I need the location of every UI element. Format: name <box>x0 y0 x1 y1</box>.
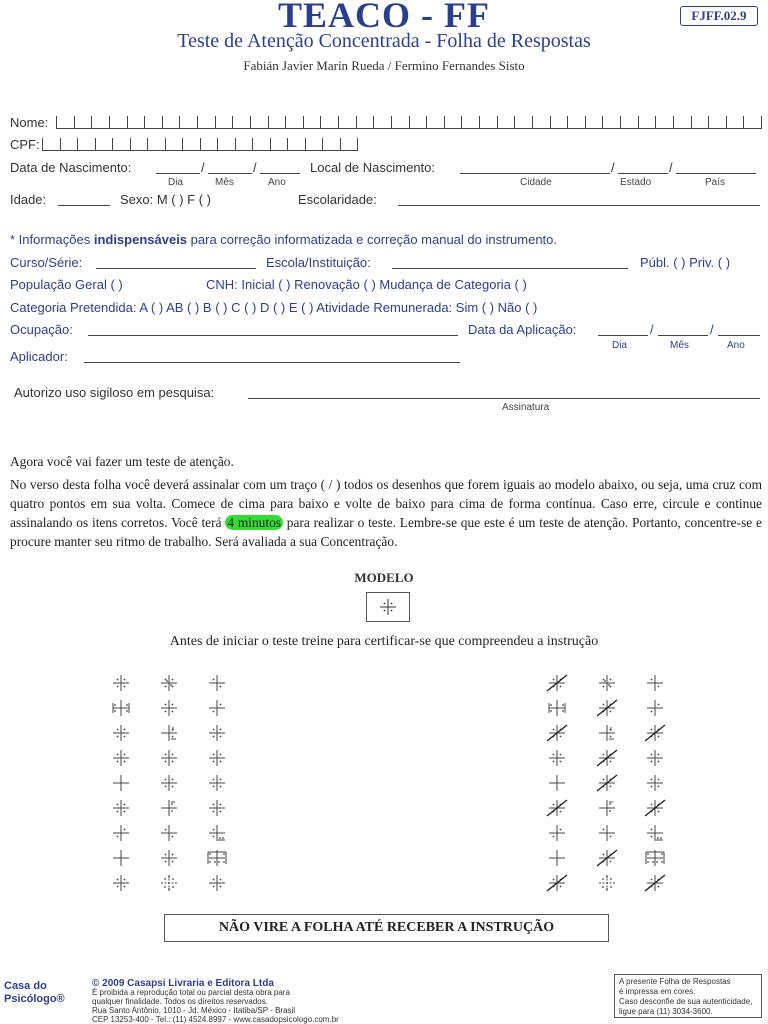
cnh-options[interactable]: CNH: Inicial ( ) Renovação ( ) Mudança de Categoria ( ) <box>206 277 527 292</box>
training-symbol-icon[interactable] <box>644 872 666 894</box>
slash: / <box>253 160 257 175</box>
char-box[interactable] <box>235 138 253 150</box>
char-box[interactable] <box>673 116 691 128</box>
training-symbol-icon[interactable] <box>110 872 132 894</box>
char-box[interactable] <box>109 116 127 128</box>
training-symbol-icon[interactable] <box>158 822 180 844</box>
info-required-note <box>10 232 557 247</box>
training-symbol-icon[interactable] <box>206 747 228 769</box>
char-box[interactable] <box>130 138 148 150</box>
idade-field[interactable] <box>58 205 110 206</box>
training-symbol-icon[interactable] <box>596 797 618 819</box>
ocupacao-field[interactable] <box>88 335 458 336</box>
char-box[interactable] <box>200 138 218 150</box>
char-box[interactable] <box>303 116 321 128</box>
char-box[interactable] <box>232 116 250 128</box>
nascimento-dia-field[interactable] <box>156 173 200 174</box>
training-symbol-icon[interactable] <box>644 797 666 819</box>
data-aplicacao-label: Data da Aplicação: <box>468 322 577 337</box>
char-box[interactable] <box>77 138 95 150</box>
char-box[interactable] <box>655 116 673 128</box>
logo-line2: Psicólogo® <box>4 993 65 1005</box>
idade-label: Idade: <box>10 192 47 207</box>
char-box[interactable] <box>373 116 391 128</box>
char-box[interactable] <box>461 116 479 128</box>
char-box[interactable] <box>127 116 145 128</box>
assinatura-field[interactable] <box>248 398 760 399</box>
training-symbol-icon[interactable] <box>546 847 568 869</box>
notice-line4: ligue para (11) 3034-3600. <box>619 1007 713 1016</box>
mes-caption: Mês <box>215 177 234 188</box>
char-box[interactable] <box>338 116 356 128</box>
training-symbol-icon[interactable] <box>158 797 180 819</box>
slash: / <box>669 160 673 175</box>
training-symbol-icon[interactable] <box>206 847 228 869</box>
training-symbol-icon[interactable] <box>546 697 568 719</box>
training-symbol-icon[interactable] <box>110 772 132 794</box>
char-box[interactable] <box>56 116 74 128</box>
training-symbol-icon[interactable] <box>644 722 666 744</box>
training-symbol-icon[interactable] <box>110 747 132 769</box>
char-box[interactable] <box>426 116 444 128</box>
char-box[interactable] <box>252 138 270 150</box>
aplicacao-mes-field[interactable] <box>658 335 708 336</box>
training-symbol-icon[interactable] <box>158 747 180 769</box>
cidade-caption: Cidade <box>520 177 552 188</box>
training-symbol-icon[interactable] <box>596 872 618 894</box>
char-box[interactable] <box>285 116 303 128</box>
address-line1: Rua Santo Antônio, 1010 - Jd. México - Itatiba/SP - Brasil <box>92 1006 296 1015</box>
training-symbol-icon[interactable] <box>596 697 618 719</box>
char-box[interactable] <box>165 138 183 150</box>
char-box[interactable] <box>162 116 180 128</box>
training-symbol-icon[interactable] <box>110 847 132 869</box>
char-box[interactable] <box>708 116 726 128</box>
char-box[interactable] <box>287 138 305 150</box>
training-symbol-icon[interactable] <box>546 797 568 819</box>
training-symbol-icon[interactable] <box>546 822 568 844</box>
nome-label: Nome: <box>10 115 49 130</box>
slash: / <box>710 322 714 337</box>
local-nascimento-label: Local de Nascimento: <box>310 160 436 175</box>
training-symbol-icon[interactable] <box>644 747 666 769</box>
training-symbol-icon[interactable] <box>644 847 666 869</box>
dia-caption: Dia <box>168 177 184 188</box>
address-line2: CEP 13253-400 - Tel.: (11) 4524.8997 - www.casadopsicologo.com.br <box>92 1015 339 1024</box>
training-symbol-icon[interactable] <box>206 797 228 819</box>
char-box[interactable] <box>620 116 638 128</box>
cidade-field[interactable] <box>460 173 610 174</box>
notice-line2: é impressa em cores. <box>619 987 696 996</box>
training-symbol-icon[interactable] <box>206 697 228 719</box>
char-box[interactable] <box>144 116 162 128</box>
training-symbol-icon[interactable] <box>158 772 180 794</box>
char-box[interactable] <box>215 116 233 128</box>
aplicacao-ano-field[interactable] <box>718 335 760 336</box>
cpf-field[interactable] <box>42 138 358 151</box>
char-box[interactable] <box>726 116 744 128</box>
training-symbol-icon[interactable] <box>206 872 228 894</box>
mes-caption: Mês <box>670 340 689 351</box>
model-box <box>366 592 410 622</box>
footer-legal <box>92 979 372 1024</box>
estado-caption: Estado <box>620 177 652 188</box>
page-title: TEACO - FF <box>278 0 490 35</box>
slash: / <box>650 322 654 337</box>
curso-label: Curso/Série: <box>10 255 83 270</box>
training-instruction: Antes de iniciar o teste treine para certificar-se que compreendeu a instrução <box>169 634 599 649</box>
char-box[interactable] <box>147 138 165 150</box>
pais-caption: País <box>705 177 726 188</box>
training-symbol-icon[interactable] <box>596 772 618 794</box>
training-symbol-icon[interactable] <box>644 822 666 844</box>
pais-field[interactable] <box>676 173 756 174</box>
training-symbol-icon[interactable] <box>644 772 666 794</box>
char-box[interactable] <box>320 116 338 128</box>
form-code: FJFF.02.9 <box>680 6 758 26</box>
training-symbol-icon[interactable] <box>206 722 228 744</box>
notice-line1: A presente Folha de Respostas <box>619 977 731 986</box>
legal-line1: É proibida a reprodução total ou parcial desta obra para <box>92 988 290 997</box>
aplicacao-dia-field[interactable] <box>598 335 648 336</box>
char-box[interactable] <box>305 138 323 150</box>
training-symbol-icon[interactable] <box>644 697 666 719</box>
char-box[interactable] <box>391 116 409 128</box>
training-symbol-icon[interactable] <box>546 872 568 894</box>
training-symbol-icon[interactable] <box>546 672 568 694</box>
char-box[interactable] <box>356 116 374 128</box>
authors: Fabián Javier Marín Rueda / Fermino Fernandes Sisto <box>243 58 525 73</box>
char-box[interactable] <box>268 116 286 128</box>
training-symbol-icon[interactable] <box>110 722 132 744</box>
training-symbol-icon[interactable] <box>158 847 180 869</box>
autorizo-label: Autorizo uso sigiloso em pesquisa: <box>14 385 215 400</box>
model-symbol-icon <box>377 596 399 618</box>
nome-field[interactable] <box>56 116 762 129</box>
char-box[interactable] <box>497 116 515 128</box>
training-symbol-icon[interactable] <box>546 722 568 744</box>
copyright: © 2009 Casapsi Livraria e Editora Ltda <box>92 978 274 989</box>
assinatura-caption: Assinatura <box>502 402 550 413</box>
slash: / <box>611 160 615 175</box>
logo-line1: Casa do <box>4 980 47 992</box>
estado-field[interactable] <box>618 173 668 174</box>
training-symbol-icon[interactable] <box>596 672 618 694</box>
ocupacao-label: Ocupação: <box>10 322 73 337</box>
info-prefix: * Informações <box>10 232 94 247</box>
char-box[interactable] <box>182 138 200 150</box>
char-box[interactable] <box>409 116 427 128</box>
training-symbol-icon[interactable] <box>546 772 568 794</box>
aplicador-field[interactable] <box>84 362 460 363</box>
char-box[interactable] <box>179 116 197 128</box>
training-symbol-icon[interactable] <box>110 672 132 694</box>
char-box[interactable] <box>602 116 620 128</box>
escola-field[interactable] <box>392 268 628 269</box>
char-box[interactable] <box>691 116 709 128</box>
nascimento-ano-field[interactable] <box>260 173 300 174</box>
training-symbol-icon[interactable] <box>110 697 132 719</box>
authenticity-notice <box>614 974 762 1018</box>
ano-caption: Ano <box>727 340 745 351</box>
warning-banner: NÃO VIRE A FOLHA ATÉ RECEBER A INSTRUÇÃO <box>164 914 609 942</box>
training-symbol-icon[interactable] <box>596 847 618 869</box>
model-label: MODELO <box>354 570 414 585</box>
info-suffix: para correção informatizada e correção manual do instrumento. <box>187 232 558 247</box>
char-box[interactable] <box>479 116 497 128</box>
nascimento-mes-field[interactable] <box>208 173 252 174</box>
char-box[interactable] <box>250 116 268 128</box>
curso-field[interactable] <box>96 268 256 269</box>
instructions-part2: para realizar o teste. Lembre-se que este é um teste de atenção. Portanto, concentre-se e procure manter seu ritmo de trabalho. Será avaliada a sua Concentração. <box>10 515 762 549</box>
escola-label: Escola/Instituição: <box>266 255 371 270</box>
char-box[interactable] <box>340 138 359 150</box>
dia-caption: Dia <box>612 340 628 351</box>
char-box[interactable] <box>585 116 603 128</box>
time-highlight: 4 minutos <box>227 515 281 530</box>
char-box[interactable] <box>60 138 78 150</box>
training-symbol-icon[interactable] <box>596 722 618 744</box>
training-symbol-icon[interactable] <box>158 872 180 894</box>
char-box[interactable] <box>567 116 585 128</box>
cpf-label: CPF: <box>10 137 40 152</box>
char-box[interactable] <box>638 116 656 128</box>
training-symbol-icon[interactable] <box>158 672 180 694</box>
char-box[interactable] <box>217 138 235 150</box>
char-box[interactable] <box>197 116 215 128</box>
escolaridade-field[interactable] <box>398 205 760 206</box>
data-nascimento-label: Data de Nascimento: <box>10 160 132 175</box>
categoria-options[interactable]: Categoria Pretendida: A ( ) AB ( ) B ( ) C ( ) D ( ) E ( ) Atividade Remunerada: Sim ( ) Não ( ) <box>10 300 538 315</box>
populacao-geral-option[interactable]: População Geral ( ) <box>10 277 123 292</box>
char-box[interactable] <box>91 116 109 128</box>
instructions-intro: Agora você vai fazer um teste de atenção. <box>10 454 234 469</box>
instructions-part1: No verso desta folha você deverá assinalar com um traço ( / ) todos os desenhos que forem iguais ao modelo abaixo, ou seja, uma cruz com quatro pontos em sua volta. Comece de cima para baixo e volte de baixo para cima de forma contínua. Caso erre, circule e continue assinalando os itens corretos. Você terá <box>10 477 762 530</box>
char-box[interactable] <box>42 138 60 150</box>
char-box[interactable] <box>550 116 568 128</box>
char-box[interactable] <box>743 116 762 128</box>
char-box[interactable] <box>74 116 92 128</box>
char-box[interactable] <box>270 138 288 150</box>
notice-line3: Caso desconfie de sua autenticidade, <box>619 997 753 1006</box>
char-box[interactable] <box>514 116 532 128</box>
sexo-options[interactable]: Sexo: M ( ) F ( ) <box>120 192 211 207</box>
escolaridade-label: Escolaridade: <box>298 192 377 207</box>
char-box[interactable] <box>322 138 340 150</box>
slash: / <box>201 160 205 175</box>
training-symbol-icon[interactable] <box>546 747 568 769</box>
training-symbol-icon[interactable] <box>158 722 180 744</box>
char-box[interactable] <box>444 116 462 128</box>
training-symbol-icon[interactable] <box>110 822 132 844</box>
training-symbol-icon[interactable] <box>644 672 666 694</box>
training-symbol-icon[interactable] <box>158 697 180 719</box>
training-symbol-icon[interactable] <box>110 797 132 819</box>
info-bold: indispensáveis <box>93 232 188 247</box>
ano-caption: Ano <box>268 177 286 188</box>
char-box[interactable] <box>112 138 130 150</box>
aplicador-label: Aplicador: <box>10 349 68 364</box>
training-symbol-icon[interactable] <box>596 822 618 844</box>
training-symbol-icon[interactable] <box>206 822 228 844</box>
training-symbol-icon[interactable] <box>206 672 228 694</box>
char-box[interactable] <box>95 138 113 150</box>
char-box[interactable] <box>532 116 550 128</box>
training-symbol-icon[interactable] <box>596 747 618 769</box>
page-subtitle: Teste de Atenção Concentrada - Folha de Respostas <box>177 30 591 52</box>
training-symbol-icon[interactable] <box>206 772 228 794</box>
publ-priv-options[interactable]: Públ. ( ) Priv. ( ) <box>640 255 731 270</box>
legal-line2: qualquer finalidade. Todos os direitos reservados. <box>92 997 268 1006</box>
publisher-logo <box>4 980 65 1006</box>
instructions-body <box>10 475 762 551</box>
